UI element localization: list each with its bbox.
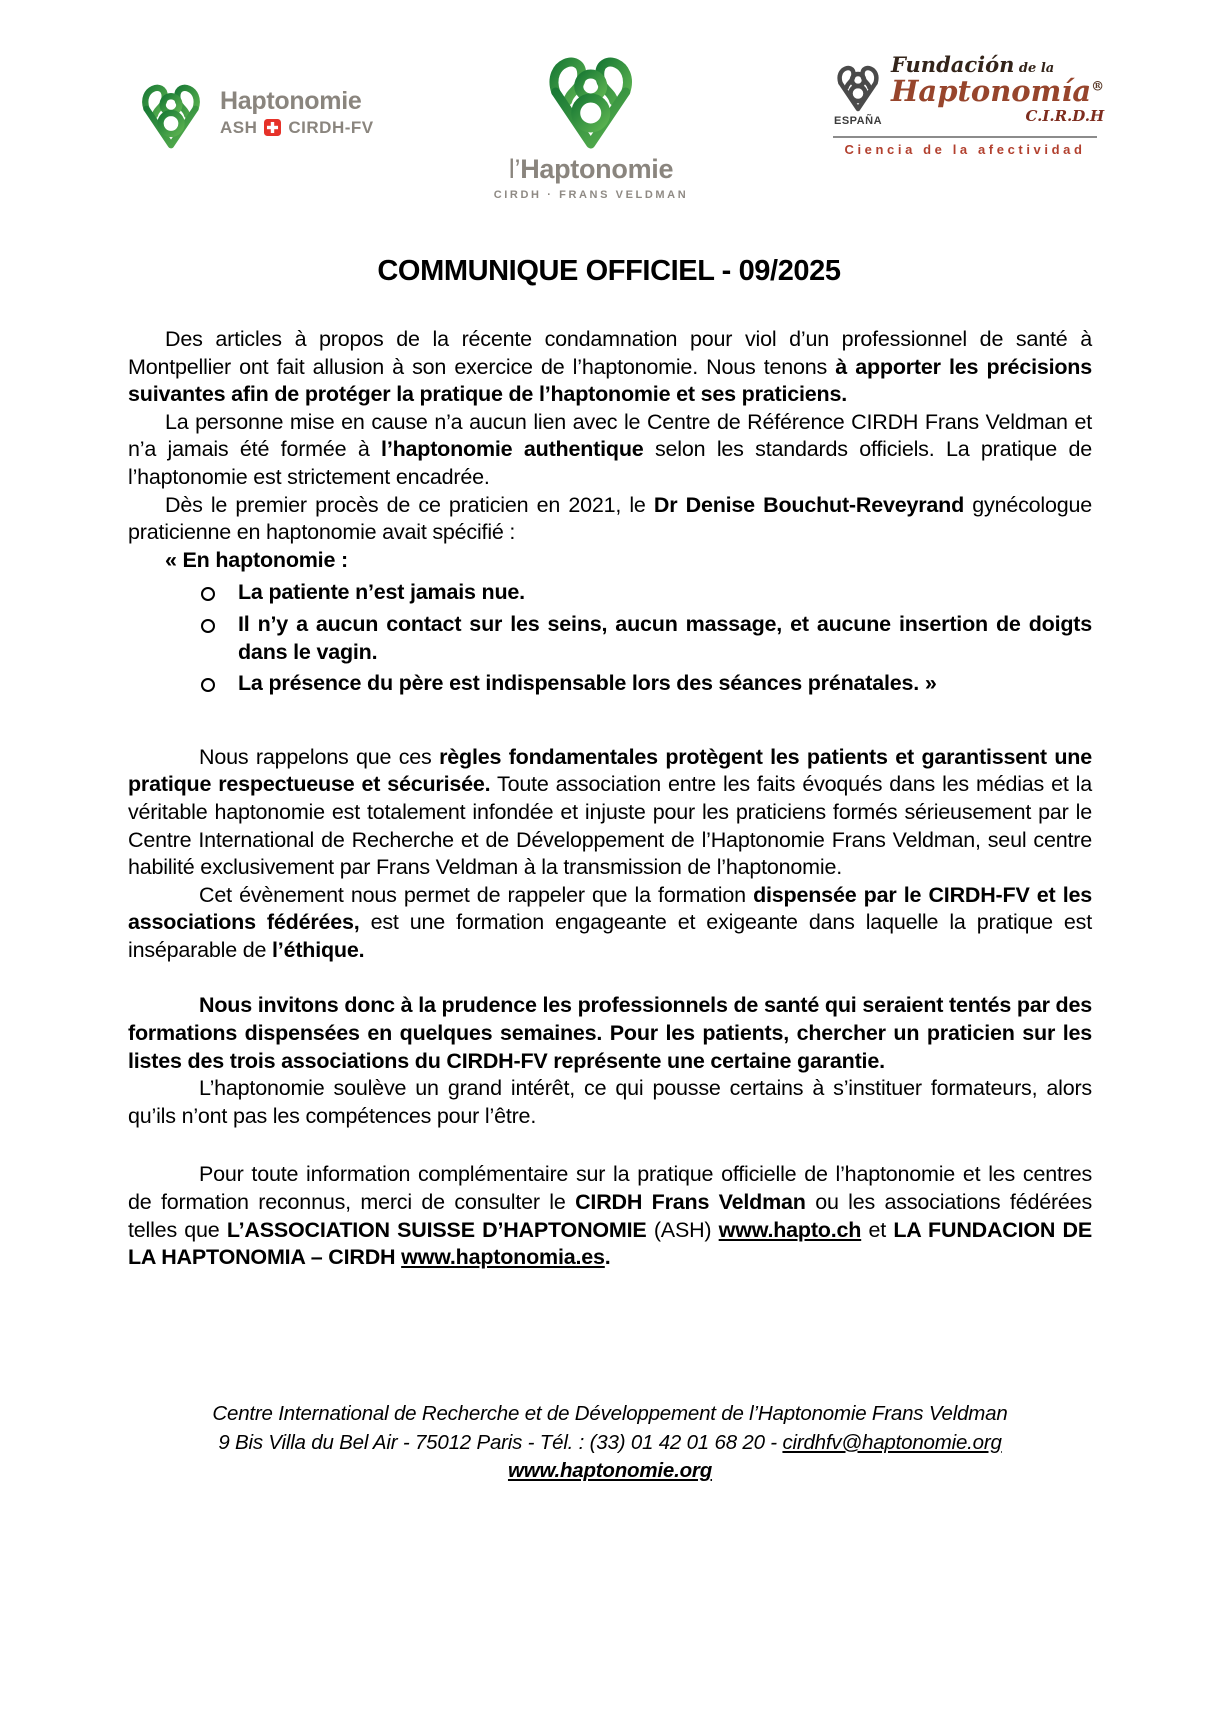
logo-fundacion-tagline: Ciencia de la afectividad (844, 142, 1086, 157)
list-item-text (238, 612, 1092, 664)
text-segment: (ASH) (646, 1217, 719, 1242)
page-title: COMMUNIQUE OFFICIEL - 09/2025 (377, 255, 841, 287)
logo-fundacion-haptonomia (833, 52, 1105, 157)
text-segment: LA FUNDACION DE LA HAPTONOMIA – CIRDH (128, 1217, 1093, 1270)
paragraph-person (128, 409, 1092, 492)
link[interactable]: cirdhfv@haptonomie.org (782, 1430, 1002, 1454)
text-segment: Toute association entre les faits évoqués dans les médias et la véritable haptonomie est totalement infondée et injuste pour les praticiens formés sérieusement par le Centre International de Recherche et de Développement de l’Haptonomie Frans Veldman, seul centre habilité exclusivement par Frans Veldman à la transmission de l’haptonomie. (128, 772, 1092, 880)
paragraph-regles (128, 744, 1092, 882)
text-segment: Il n’y a aucun contact sur les seins, aucun massage, et aucune insertion de doigts dans le vagin. (238, 611, 1092, 664)
logo-ash-sub-left: ASH (220, 117, 258, 137)
bullet-marker (201, 619, 215, 633)
text-segment: l’éthique. (272, 937, 365, 962)
text-segment: Pour toute information complémentaire sur la pratique officielle de l’haptonomie et les centres de formation reconnus, merci de consulter le (128, 1162, 1092, 1215)
logo-cirdh-subtitle: CIRDH · FRANS VELDMAN (493, 189, 689, 201)
family-emblem-dark-icon (833, 60, 883, 112)
text-segment: et (861, 1217, 894, 1242)
text-segment: Nous rappelons que ces (199, 744, 440, 769)
registered-mark: ® (1091, 79, 1105, 95)
text-segment: Dès le premier procès de ce praticien en 2021, le (165, 492, 654, 517)
link[interactable]: www.hapto.ch (718, 1217, 862, 1242)
text-segment: 9 Bis Villa du Bel Air - 75012 Paris - Tél. : (33) 01 42 01 68 20 - (218, 1430, 783, 1454)
text-segment: Dr Denise Bouchut-Reveyrand (653, 492, 965, 517)
paragraph-formation (128, 882, 1092, 965)
text-segment: Cet évènement nous permet de rappeler que la formation (199, 882, 754, 907)
text-segment: dispensée par le CIRDH-FV et les associations fédérées, (128, 882, 1093, 935)
list-item-text (238, 580, 525, 604)
paragraph-interet (128, 1075, 1092, 1130)
bullet-list (128, 579, 1092, 697)
link[interactable]: www.haptonomie.org (507, 1459, 713, 1483)
logo-fundacion-name: Haptonomía® (891, 74, 1105, 108)
text-segment: CIRDH Frans Veldman (575, 1190, 806, 1215)
logo-ash-brand: Haptonomie (220, 87, 362, 116)
footer-address-line1 (128, 1400, 1092, 1429)
logo-ash-sub-right: CIRDH-FV (288, 117, 374, 137)
list-item (128, 670, 1092, 698)
swiss-cross-icon (264, 119, 281, 136)
paragraph-prudence (128, 992, 1092, 1075)
family-emblem-icon (136, 76, 206, 150)
footer-address-line2 (128, 1429, 1092, 1458)
family-emblem-icon (540, 46, 642, 150)
bullet-marker (201, 587, 215, 601)
text-segment: ou les associations fédérées telles que (128, 1190, 1092, 1242)
logo-fundacion-country: ESPAÑA (833, 115, 883, 127)
text-segment: Centre International de Recherche et de Développement de l’Haptonomie Frans Veldman (212, 1402, 1008, 1425)
text-segment: selon les standards officiels. La pratique de l’haptonomie est strictement encadrée. (128, 437, 1092, 489)
link[interactable]: www.haptonomia.es (401, 1245, 605, 1270)
paragraph-proces (128, 492, 1092, 547)
paragraph-information (128, 1161, 1092, 1271)
text-segment: La patiente n’est jamais nue. (238, 580, 525, 605)
text-segment: règles fondamentales protègent les patients et garantissent une pratique respectueuse et sécurisée. (128, 744, 1092, 797)
text-segment: Des articles à propos de la récente condamnation pour viol d’un professionnel de santé à Montpellier ont fait allusion à son exercice de l’haptonomie. Nous tenons (128, 327, 1092, 379)
text-segment: gynécologue praticienne en haptonomie avait spécifié : (128, 492, 1093, 545)
text-segment: « En haptonomie : (165, 547, 348, 572)
footer-website (128, 1457, 1092, 1486)
logo-haptonomie-cirdh (494, 46, 689, 201)
text-segment: La personne mise en cause n’a aucun lien avec le Centre de Référence CIRDH Frans Veldman et n’a jamais été formée à (128, 409, 1092, 462)
list-item (128, 579, 1092, 607)
text-segment: l’haptonomie authentique (381, 437, 644, 462)
list-item (128, 611, 1092, 666)
text-segment: est une formation engageante et exigeante dans laquelle la pratique est inséparable de (128, 910, 1092, 962)
list-item-text (238, 671, 937, 695)
logo-cirdh-brand: l’Haptonomie (508, 154, 674, 184)
text-segment: à apporter les précisions suivantes afin de protéger la pratique de l’haptonomie et ses praticiens. (128, 354, 1093, 407)
quote-intro (128, 547, 1092, 575)
text-segment: L’ASSOCIATION SUISSE D’HAPTONOMIE (226, 1217, 647, 1242)
bullet-marker (201, 678, 215, 692)
text-segment: . (604, 1245, 611, 1270)
logo-haptonomie-ash (136, 76, 374, 150)
logo-fundacion-cirdh: C.I.R.D.H (1025, 107, 1105, 126)
document-body (128, 326, 1092, 1272)
logo-fundacion-line1: Fundación de la (891, 52, 1055, 77)
text-segment: La présence du père est indispensable lors des séances prénatales. » (238, 671, 937, 696)
text-segment: Nous invitons donc à la prudence les professionnels de santé qui seraient tentés par des formations dispensées en quelques semaines. Pour les patients, chercher un praticien sur les listes des trois associations du CIRDH-FV représente une certaine garantie. (128, 993, 1092, 1073)
divider (833, 136, 1097, 138)
paragraph-intro (128, 326, 1092, 409)
document-footer (128, 1400, 1092, 1486)
text-segment: L’haptonomie soulève un grand intérêt, ce qui pousse certains à s’instituer formateurs, alors qu’ils n’ont pas les compétences pour l’être. (128, 1076, 1092, 1128)
